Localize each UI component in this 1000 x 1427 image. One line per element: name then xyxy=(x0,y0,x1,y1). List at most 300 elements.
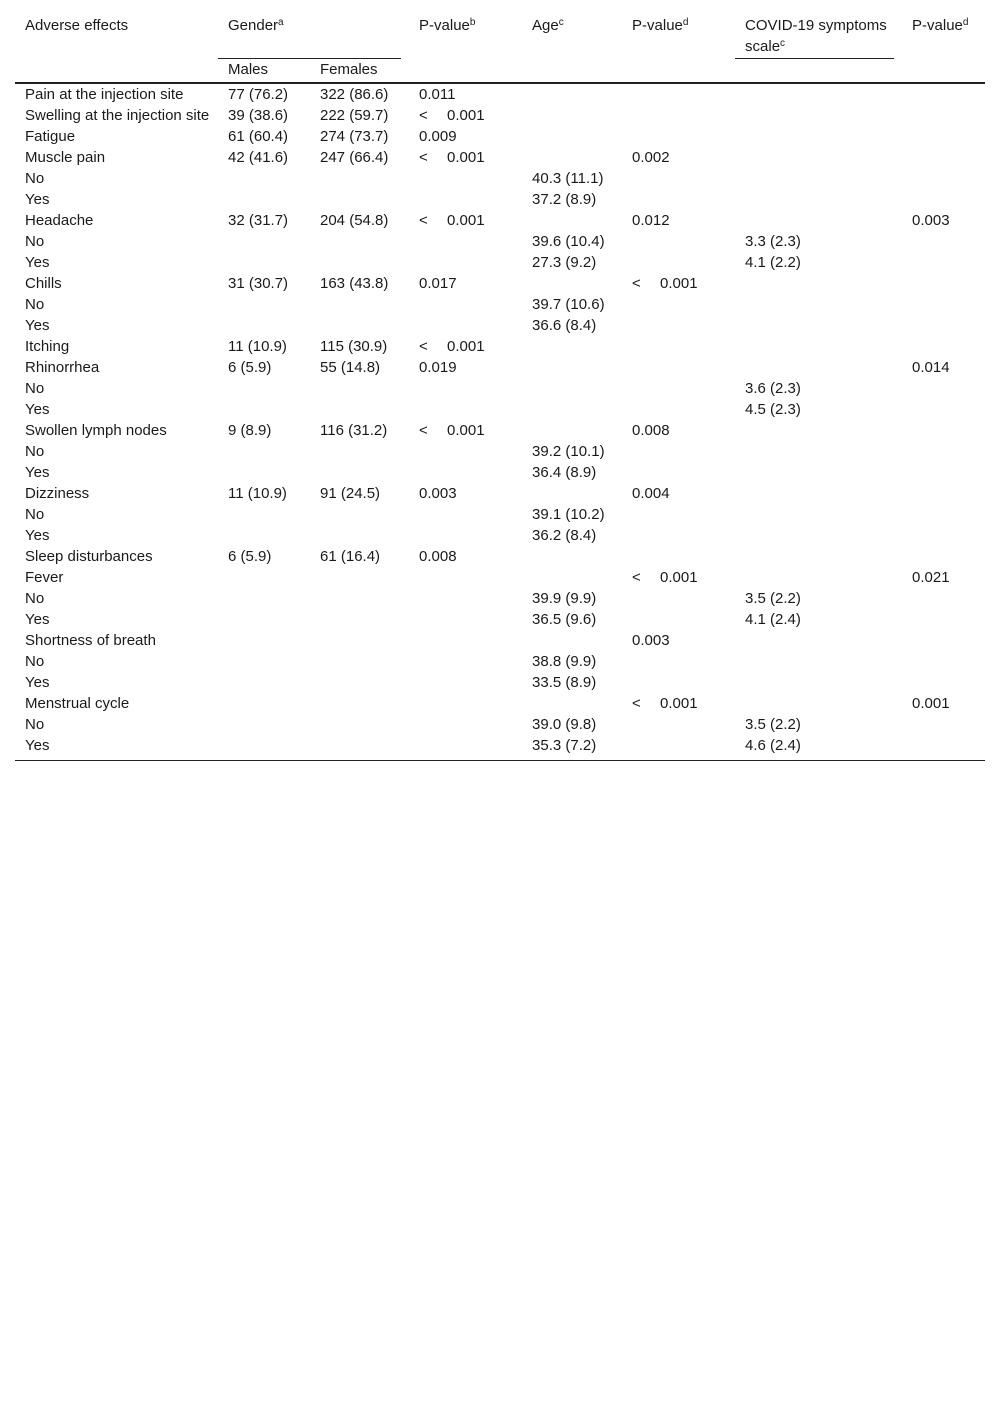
cell-pvalue-age-text: 0.001 xyxy=(660,569,698,586)
cell-males xyxy=(218,567,310,588)
cell-age xyxy=(522,525,622,546)
cell-females xyxy=(310,189,409,210)
cell-males xyxy=(218,168,310,189)
cell-pvalue-age-text: 0.008 xyxy=(632,422,670,439)
table-row xyxy=(15,252,985,273)
table-row xyxy=(15,105,985,126)
table-row xyxy=(15,420,985,441)
cell-age-text: 40.3 (11.1) xyxy=(532,170,604,187)
cell-pvalue-gender xyxy=(409,420,522,441)
cell-age xyxy=(522,273,622,294)
cell-covid-scale xyxy=(735,504,902,525)
cell-effect-text: No xyxy=(25,716,45,733)
table-row xyxy=(15,504,985,525)
cell-age-text: 39.0 (9.8) xyxy=(532,716,597,733)
less-than-sign: < xyxy=(419,338,428,355)
cell-pvalue-gender xyxy=(409,672,522,693)
cell-females xyxy=(310,567,409,588)
cell-males xyxy=(218,651,310,672)
table-row xyxy=(15,357,985,378)
cell-age-text: 27.3 (9.2) xyxy=(532,254,597,271)
cell-covid-scale-text: 3.3 (2.3) xyxy=(745,233,801,250)
cell-pvalue-covid xyxy=(902,630,985,651)
cell-pvalue-covid xyxy=(902,483,985,504)
cell-effect-text: No xyxy=(25,506,45,523)
cell-effect-text: Yes xyxy=(25,674,50,691)
cell-effect xyxy=(15,210,218,231)
table-row xyxy=(15,336,985,357)
cell-pvalue-covid xyxy=(902,462,985,483)
cell-pvalue-gender xyxy=(409,357,522,378)
cell-males xyxy=(218,252,310,273)
cell-pvalue-covid xyxy=(902,147,985,168)
cell-covid-scale xyxy=(735,105,902,126)
cell-effect xyxy=(15,672,218,693)
cell-covid-scale xyxy=(735,83,902,105)
cell-pvalue-gender-text: 0.003 xyxy=(419,485,457,502)
cell-pvalue-age xyxy=(622,378,735,399)
cell-pvalue-covid xyxy=(902,651,985,672)
header-pvalue-age: P-value$^d$ xyxy=(632,17,689,34)
cell-pvalue-covid xyxy=(902,420,985,441)
cell-pvalue-age xyxy=(622,588,735,609)
cell-age xyxy=(522,231,622,252)
cell-females xyxy=(310,735,409,756)
cell-males-text: 77 (76.2) xyxy=(228,86,289,103)
cell-males xyxy=(218,357,310,378)
cell-pvalue-age xyxy=(622,441,735,462)
cell-pvalue-covid xyxy=(902,231,985,252)
cell-covid-scale xyxy=(735,189,902,210)
cell-age-text: 36.5 (9.6) xyxy=(532,611,597,628)
cell-age-text: 36.6 (8.4) xyxy=(532,317,597,334)
table-row xyxy=(15,546,985,567)
cell-age xyxy=(522,210,622,231)
cell-effect-text: No xyxy=(25,170,45,187)
cell-age xyxy=(522,294,622,315)
cell-females xyxy=(310,483,409,504)
cell-females xyxy=(310,462,409,483)
cell-pvalue-gender xyxy=(409,462,522,483)
cell-effect xyxy=(15,378,218,399)
cell-covid-scale-text: 4.1 (2.2) xyxy=(745,254,801,271)
cell-pvalue-age xyxy=(622,525,735,546)
cell-females xyxy=(310,336,409,357)
cell-age xyxy=(522,462,622,483)
cell-pvalue-age xyxy=(622,231,735,252)
cell-females-text: 247 (66.4) xyxy=(320,149,389,166)
cell-males xyxy=(218,441,310,462)
cell-pvalue-covid xyxy=(902,168,985,189)
cell-effect-text: Yes xyxy=(25,611,50,628)
cell-covid-scale xyxy=(735,735,902,756)
cell-pvalue-gender xyxy=(409,735,522,756)
cell-pvalue-covid-text: 0.003 xyxy=(912,212,950,229)
cell-males xyxy=(218,231,310,252)
cell-pvalue-age xyxy=(622,504,735,525)
cell-effect-text: Yes xyxy=(25,317,50,334)
cell-pvalue-gender xyxy=(409,630,522,651)
cell-pvalue-age xyxy=(622,83,735,105)
cell-effect xyxy=(15,273,218,294)
cell-pvalue-covid xyxy=(902,525,985,546)
cell-pvalue-covid xyxy=(902,441,985,462)
cell-pvalue-gender-text: 0.017 xyxy=(419,275,457,292)
cell-males xyxy=(218,525,310,546)
cell-pvalue-gender xyxy=(409,294,522,315)
cell-pvalue-gender-text: 0.001 xyxy=(447,338,485,355)
cell-covid-scale xyxy=(735,315,902,336)
cell-effect-text: Fever xyxy=(25,569,64,586)
cell-females-text: 91 (24.5) xyxy=(320,485,381,502)
cell-pvalue-gender xyxy=(409,609,522,630)
cell-covid-scale-text: 4.6 (2.4) xyxy=(745,737,801,754)
cell-pvalue-covid xyxy=(902,357,985,378)
cell-pvalue-age xyxy=(622,189,735,210)
table-row xyxy=(15,462,985,483)
cell-effect xyxy=(15,693,218,714)
cell-effect-text: Dizziness xyxy=(25,485,90,502)
header-covid-blank xyxy=(735,59,902,83)
table-row xyxy=(15,126,985,147)
cell-males xyxy=(218,315,310,336)
cell-covid-scale-text: 4.1 (2.4) xyxy=(745,611,801,628)
cell-females xyxy=(310,378,409,399)
cell-age xyxy=(522,168,622,189)
table-row xyxy=(15,273,985,294)
cell-effect-text: Fatigue xyxy=(25,128,76,145)
cell-males xyxy=(218,609,310,630)
cell-effect-text: No xyxy=(25,380,45,397)
cell-females xyxy=(310,651,409,672)
cell-pvalue-covid xyxy=(902,294,985,315)
cell-females xyxy=(310,693,409,714)
cell-pvalue-gender xyxy=(409,378,522,399)
cell-effect-text: Chills xyxy=(25,275,62,292)
cell-females-text: 116 (31.2) xyxy=(320,422,388,439)
cell-covid-scale xyxy=(735,420,902,441)
cell-covid-scale xyxy=(735,126,902,147)
cell-pvalue-gender xyxy=(409,273,522,294)
cell-pvalue-gender-text: 0.001 xyxy=(447,149,485,166)
cell-effect-text: Swollen lymph nodes xyxy=(25,422,167,439)
cell-covid-scale xyxy=(735,651,902,672)
cell-males-text: 32 (31.7) xyxy=(228,212,289,229)
cell-females xyxy=(310,147,409,168)
cell-effect xyxy=(15,546,218,567)
cell-effect xyxy=(15,483,218,504)
cell-effect xyxy=(15,147,218,168)
cell-pvalue-gender xyxy=(409,83,522,105)
cell-males xyxy=(218,147,310,168)
cell-males xyxy=(218,105,310,126)
cell-pvalue-age xyxy=(622,399,735,420)
cell-effect xyxy=(15,420,218,441)
cell-males-text: 6 (5.9) xyxy=(228,359,272,376)
cell-age-text: 39.6 (10.4) xyxy=(532,233,605,250)
cell-males xyxy=(218,630,310,651)
cell-males-text: 39 (38.6) xyxy=(228,107,289,124)
cell-pvalue-gender xyxy=(409,651,522,672)
header-age: Age$^c$ xyxy=(532,17,564,34)
table-row xyxy=(15,83,985,105)
cell-pvalue-gender xyxy=(409,168,522,189)
cell-effect xyxy=(15,399,218,420)
table-row xyxy=(15,399,985,420)
cell-age-text: 35.3 (7.2) xyxy=(532,737,597,754)
table-row xyxy=(15,483,985,504)
cell-pvalue-age xyxy=(622,105,735,126)
cell-pvalue-gender xyxy=(409,714,522,735)
cell-pvalue-age xyxy=(622,126,735,147)
cell-effect xyxy=(15,651,218,672)
less-than-sign: < xyxy=(632,695,641,712)
cell-pvalue-covid xyxy=(902,126,985,147)
cell-males xyxy=(218,735,310,756)
cell-pvalue-gender-text: 0.019 xyxy=(419,359,457,376)
cell-covid-scale-text: 3.5 (2.2) xyxy=(745,716,801,733)
cell-effect xyxy=(15,357,218,378)
cell-effect xyxy=(15,567,218,588)
cell-females xyxy=(310,630,409,651)
cell-covid-scale xyxy=(735,231,902,252)
cell-covid-scale xyxy=(735,672,902,693)
cell-effect-text: No xyxy=(25,653,45,670)
cell-covid-scale xyxy=(735,714,902,735)
cell-effect xyxy=(15,588,218,609)
cell-effect-text: Menstrual cycle xyxy=(25,695,130,712)
less-than-sign: < xyxy=(419,107,428,124)
cell-effect-text: Yes xyxy=(25,254,50,271)
cell-males xyxy=(218,83,310,105)
cell-pvalue-gender xyxy=(409,588,522,609)
cell-effect xyxy=(15,609,218,630)
cell-age xyxy=(522,672,622,693)
cell-males xyxy=(218,336,310,357)
cell-effect-text: No xyxy=(25,296,45,313)
cell-age xyxy=(522,735,622,756)
cell-age xyxy=(522,336,622,357)
cell-females-text: 163 (43.8) xyxy=(320,275,389,292)
cell-males xyxy=(218,210,310,231)
cell-effect-text: No xyxy=(25,233,45,250)
cell-age xyxy=(522,126,622,147)
cell-effect xyxy=(15,315,218,336)
cell-pvalue-gender xyxy=(409,189,522,210)
cell-covid-scale xyxy=(735,441,902,462)
cell-pvalue-covid xyxy=(902,83,985,105)
cell-males xyxy=(218,378,310,399)
cell-age xyxy=(522,693,622,714)
cell-females xyxy=(310,714,409,735)
cell-pvalue-age xyxy=(622,693,735,714)
cell-effect xyxy=(15,126,218,147)
cell-effect xyxy=(15,462,218,483)
cell-pvalue-age xyxy=(622,630,735,651)
header-pvalue-covid: P-value$^d$ xyxy=(912,17,969,34)
table-row xyxy=(15,630,985,651)
cell-pvalue-gender xyxy=(409,147,522,168)
cell-effect xyxy=(15,630,218,651)
table-row xyxy=(15,693,985,714)
cell-pvalue-gender xyxy=(409,546,522,567)
cell-effect-text: No xyxy=(25,590,45,607)
cell-effect xyxy=(15,105,218,126)
cell-age xyxy=(522,630,622,651)
cell-males xyxy=(218,126,310,147)
cell-females xyxy=(310,294,409,315)
cell-males xyxy=(218,693,310,714)
cell-males xyxy=(218,504,310,525)
less-than-sign: < xyxy=(419,212,428,229)
cell-females xyxy=(310,525,409,546)
cell-pvalue-gender xyxy=(409,210,522,231)
cell-pvalue-covid xyxy=(902,315,985,336)
cell-effect-text: Yes xyxy=(25,737,50,754)
cell-covid-scale xyxy=(735,483,902,504)
cell-effect-text: Muscle pain xyxy=(25,149,106,166)
cell-pvalue-age-text: 0.012 xyxy=(632,212,670,229)
cell-effect-text: Yes xyxy=(25,401,50,418)
cell-age-text: 33.5 (8.9) xyxy=(532,674,597,691)
cell-pvalue-age xyxy=(622,336,735,357)
cell-females xyxy=(310,105,409,126)
cell-males xyxy=(218,588,310,609)
cell-age-text: 39.9 (9.9) xyxy=(532,590,597,607)
cell-pvalue-gender-text: 0.011 xyxy=(419,86,456,103)
cell-covid-scale xyxy=(735,252,902,273)
cell-pvalue-covid xyxy=(902,378,985,399)
header-adverse-effects: Adverse effects xyxy=(25,17,129,34)
cell-pvalue-age xyxy=(622,735,735,756)
cell-effect xyxy=(15,735,218,756)
cell-pvalue-gender-text: 0.001 xyxy=(447,107,485,124)
cell-effect-text: Yes xyxy=(25,191,50,208)
table-row xyxy=(15,609,985,630)
cell-males-text: 11 (10.9) xyxy=(228,338,287,355)
cell-pvalue-gender xyxy=(409,483,522,504)
cell-effect-text: No xyxy=(25,443,45,460)
cell-pvalue-gender xyxy=(409,126,522,147)
cell-females xyxy=(310,504,409,525)
cell-females xyxy=(310,126,409,147)
cell-age xyxy=(522,357,622,378)
adverse-effects-table xyxy=(15,15,985,756)
cell-age xyxy=(522,147,622,168)
cell-females-text: 55 (14.8) xyxy=(320,359,381,376)
cell-age xyxy=(522,714,622,735)
cell-covid-scale xyxy=(735,630,902,651)
table-row xyxy=(15,189,985,210)
less-than-sign: < xyxy=(632,569,641,586)
cell-effect xyxy=(15,441,218,462)
cell-pvalue-covid-text: 0.014 xyxy=(912,359,950,376)
header-males: Males xyxy=(228,61,269,78)
cell-pvalue-covid xyxy=(902,210,985,231)
table-row xyxy=(15,567,985,588)
cell-females xyxy=(310,357,409,378)
cell-pvalue-age xyxy=(622,483,735,504)
table-row xyxy=(15,315,985,336)
cell-effect xyxy=(15,252,218,273)
cell-effect-text: Swelling at the injection site xyxy=(25,107,210,124)
cell-females-text: 204 (54.8) xyxy=(320,212,389,229)
cell-pvalue-age xyxy=(622,273,735,294)
cell-effect xyxy=(15,504,218,525)
cell-pvalue-covid xyxy=(902,546,985,567)
cell-pvalue-covid xyxy=(902,252,985,273)
cell-covid-scale xyxy=(735,168,902,189)
cell-pvalue-covid xyxy=(902,504,985,525)
cell-pvalue-covid xyxy=(902,399,985,420)
cell-pvalue-covid xyxy=(902,609,985,630)
header-females: Females xyxy=(320,61,378,78)
cell-age xyxy=(522,651,622,672)
table-row xyxy=(15,231,985,252)
cell-pvalue-age xyxy=(622,462,735,483)
header-gender: Gender$^a$ xyxy=(218,15,409,59)
cell-covid-scale xyxy=(735,378,902,399)
table-bottom-rule xyxy=(15,760,985,761)
cell-age xyxy=(522,609,622,630)
cell-covid-scale xyxy=(735,147,902,168)
cell-effect-text: Headache xyxy=(25,212,94,229)
cell-covid-scale xyxy=(735,462,902,483)
cell-pvalue-covid-text: 0.001 xyxy=(912,695,950,712)
cell-pvalue-gender-text: 0.008 xyxy=(419,548,457,565)
cell-age xyxy=(522,420,622,441)
table-row xyxy=(15,672,985,693)
cell-age xyxy=(522,483,622,504)
cell-age xyxy=(522,105,622,126)
cell-age xyxy=(522,441,622,462)
header-pvalue-gender: P-value$^b$ xyxy=(419,17,476,34)
cell-effect xyxy=(15,336,218,357)
cell-males-text: 31 (30.7) xyxy=(228,275,289,292)
cell-covid-scale xyxy=(735,693,902,714)
cell-males-text: 11 (10.9) xyxy=(228,485,287,502)
cell-females xyxy=(310,546,409,567)
cell-covid-scale xyxy=(735,294,902,315)
cell-age xyxy=(522,546,622,567)
cell-pvalue-covid xyxy=(902,735,985,756)
table-row xyxy=(15,651,985,672)
cell-pvalue-age xyxy=(622,714,735,735)
cell-pvalue-gender xyxy=(409,105,522,126)
cell-males xyxy=(218,714,310,735)
cell-pvalue-age xyxy=(622,546,735,567)
cell-age xyxy=(522,567,622,588)
cell-females-text: 115 (30.9) xyxy=(320,338,388,355)
table-row xyxy=(15,168,985,189)
table-body xyxy=(15,83,985,756)
cell-males xyxy=(218,273,310,294)
cell-effect-text: Shortness of breath xyxy=(25,632,156,649)
cell-females xyxy=(310,672,409,693)
cell-pvalue-age-text: 0.003 xyxy=(632,632,670,649)
table-row xyxy=(15,714,985,735)
cell-males xyxy=(218,294,310,315)
cell-females xyxy=(310,588,409,609)
cell-pvalue-covid xyxy=(902,189,985,210)
cell-females-text: 274 (73.7) xyxy=(320,128,389,145)
cell-covid-scale xyxy=(735,609,902,630)
cell-covid-scale xyxy=(735,546,902,567)
cell-males xyxy=(218,189,310,210)
cell-pvalue-gender xyxy=(409,399,522,420)
cell-covid-scale-text: 3.6 (2.3) xyxy=(745,380,801,397)
less-than-sign: < xyxy=(419,422,428,439)
